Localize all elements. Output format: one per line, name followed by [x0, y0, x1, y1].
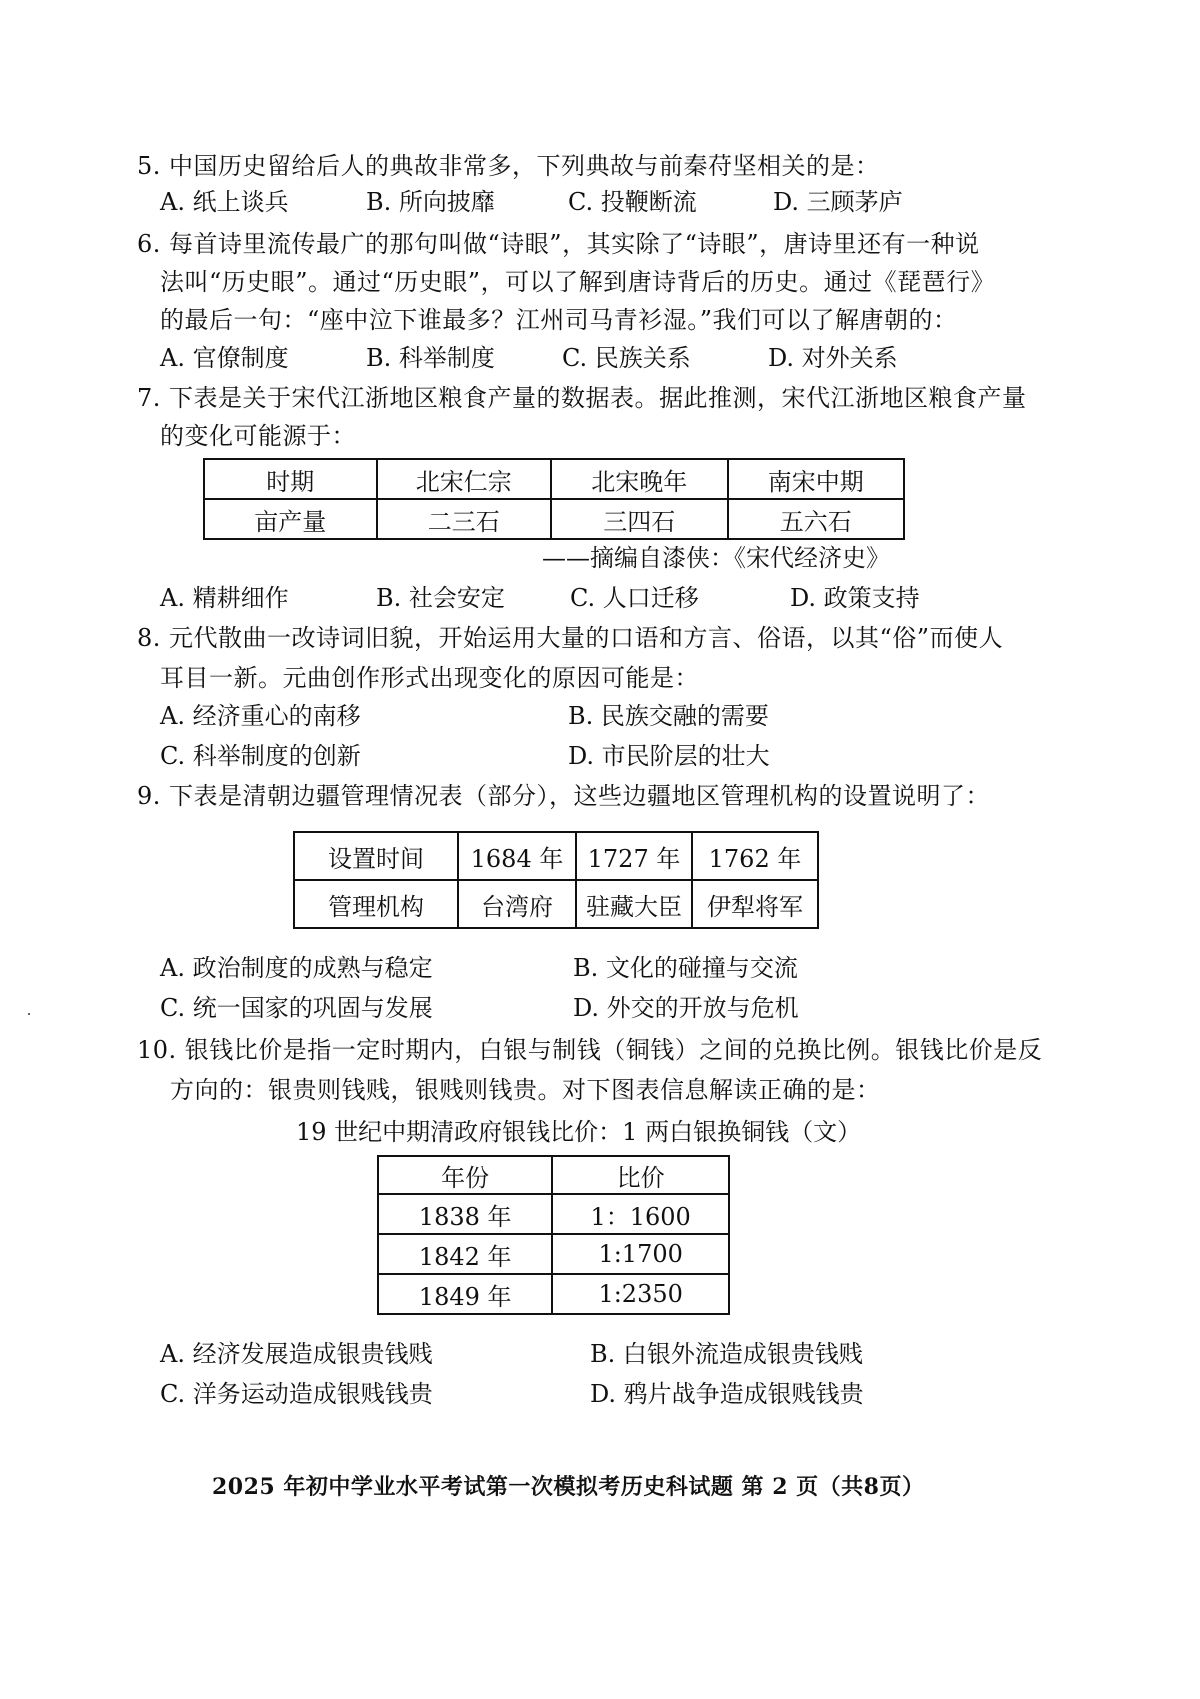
q9-option-b: B. 文化的碰撞与交流 — [573, 954, 798, 982]
q8-option-b: B. 民族交融的需要 — [568, 702, 769, 730]
q10-option-a: A. 经济发展造成银贵钱贱 — [160, 1340, 433, 1368]
q7-table-cell: 南宋中期 — [728, 459, 905, 499]
q7-table-cell: 北宋晚年 — [551, 459, 727, 499]
q6-stem-line-3: 的最后一句：“座中泣下谁最多？江州司马青衫湿。”我们可以了解唐朝的： — [160, 306, 958, 334]
page-footer: 2025 年初中学业水平考试第一次模拟考历史科试题 第 2 页（共8页） — [212, 1474, 925, 1500]
q7-table-data-row — [204, 499, 904, 539]
q5-option-b: B. 所向披靡 — [366, 188, 495, 216]
q9-table-cell: 驻藏大臣 — [576, 880, 692, 928]
q5-option-c: C. 投鞭断流 — [568, 188, 697, 216]
q6-stem-line-2: 法叫“历史眼”。通过“历史眼”，可以了解到唐诗背后的历史。通过《琵琶行》 — [160, 268, 996, 296]
q8-stem-line-2: 耳目一新。元曲创作形式出现变化的原因可能是： — [160, 664, 699, 692]
q8-option-a: A. 经济重心的南移 — [160, 702, 361, 730]
q7-table-cell: 二三石 — [377, 499, 552, 539]
q8-option-d: D. 市民阶层的壮大 — [568, 742, 770, 770]
q7-option-a: A. 精耕细作 — [160, 584, 289, 612]
q7-stem-line-1: 7. 下表是关于宋代江浙地区粮食产量的数据表。据此推测，宋代江浙地区粮食产量 — [137, 384, 1027, 412]
q9-table-cell: 管理机构 — [294, 880, 458, 928]
q7-option-c: C. 人口迁移 — [570, 584, 699, 612]
q7-table-cell: 时期 — [204, 459, 377, 499]
q9-table-header-row — [294, 832, 818, 880]
q10-table-cell: 1838 年 — [378, 1194, 552, 1234]
q7-option-b: B. 社会安定 — [376, 584, 505, 612]
q7-table-cell: 五六石 — [728, 499, 905, 539]
q10-table-cell: 1:2350 — [552, 1274, 729, 1314]
q9-option-d: D. 外交的开放与危机 — [573, 994, 799, 1022]
q9-table-cell: 1684 年 — [458, 832, 576, 880]
q9-table-cell: 1727 年 — [576, 832, 692, 880]
q10-table-cell: 1:1700 — [552, 1234, 729, 1274]
q10-table-caption: 19 世纪中期清政府银钱比价：1 两白银换铜钱（文） — [296, 1118, 862, 1146]
q8-stem-line-1: 8. 元代散曲一改诗词旧貌，开始运用大量的口语和方言、俗语，以其“俗”而使人 — [137, 624, 1004, 652]
q7-stem-line-2: 的变化可能源于： — [160, 422, 356, 450]
q10-table-cell: 1：1600 — [552, 1194, 729, 1234]
q9-stem-line-1: 9. 下表是清朝边疆管理情况表（部分），这些边疆地区管理机构的设置说明了： — [137, 782, 991, 810]
q10-table-row — [378, 1234, 729, 1274]
q8-option-c: C. 科举制度的创新 — [160, 742, 361, 770]
q9-table-cell: 1762 年 — [692, 832, 818, 880]
q10-table-cell: 1849 年 — [378, 1274, 552, 1314]
q10-option-c: C. 洋务运动造成银贱钱贵 — [160, 1380, 433, 1408]
q9-table-data-row — [294, 880, 818, 928]
q5-option-a: A. 纸上谈兵 — [160, 188, 289, 216]
q7-table-cell: 北宋仁宗 — [377, 459, 552, 499]
q10-stem-line-1: 10. 银钱比价是指一定时期内，白银与制钱（铜钱）之间的兑换比例。银钱比价是反 — [137, 1036, 1043, 1064]
q7-option-d: D. 政策支持 — [790, 584, 920, 612]
q9-table-cell: 伊犁将军 — [692, 880, 818, 928]
q10-stem-line-2: 方向的：银贵则钱贱，银贱则钱贵。对下图表信息解读正确的是： — [170, 1076, 881, 1104]
q10-table-cell: 比价 — [552, 1156, 729, 1194]
q5-stem-line-1: 5. 中国历史留给后人的典故非常多，下列典故与前秦苻坚相关的是： — [137, 152, 880, 180]
q7-table-cell: 亩产量 — [204, 499, 377, 539]
q10-option-b: B. 白银外流造成银贵钱贱 — [590, 1340, 863, 1368]
q7-table-header-row — [204, 459, 904, 499]
q10-table-cell: 年份 — [378, 1156, 552, 1194]
q9-option-c: C. 统一国家的巩固与发展 — [160, 994, 433, 1022]
q10-option-d: D. 鸦片战争造成银贱钱贵 — [590, 1380, 864, 1408]
q10-table-header-row — [378, 1156, 729, 1194]
q7-table-cell: 三四石 — [551, 499, 727, 539]
q6-option-c: C. 民族关系 — [562, 344, 691, 372]
scan-speck — [28, 1013, 30, 1015]
q9-table-cell: 台湾府 — [458, 880, 576, 928]
q6-stem-line-1: 6. 每首诗里流传最广的那句叫做“诗眼”，其实除了“诗眼”，唐诗里还有一种说 — [137, 230, 980, 258]
q10-table-row — [378, 1194, 729, 1234]
q9-table-cell: 设置时间 — [294, 832, 458, 880]
q10-exchange-rate-table — [377, 1155, 730, 1315]
q7-source-citation: ——摘编自漆侠：《宋代经济史》 — [542, 544, 890, 572]
q10-table-row — [378, 1274, 729, 1314]
q6-option-b: B. 科举制度 — [366, 344, 495, 372]
q7-grain-yield-table — [203, 458, 905, 540]
q9-option-a: A. 政治制度的成熟与稳定 — [160, 954, 433, 982]
q5-option-d: D. 三顾茅庐 — [773, 188, 903, 216]
q9-frontier-admin-table — [293, 831, 819, 929]
q10-table-cell: 1842 年 — [378, 1234, 552, 1274]
q6-option-a: A. 官僚制度 — [160, 344, 289, 372]
q6-option-d: D. 对外关系 — [768, 344, 898, 372]
